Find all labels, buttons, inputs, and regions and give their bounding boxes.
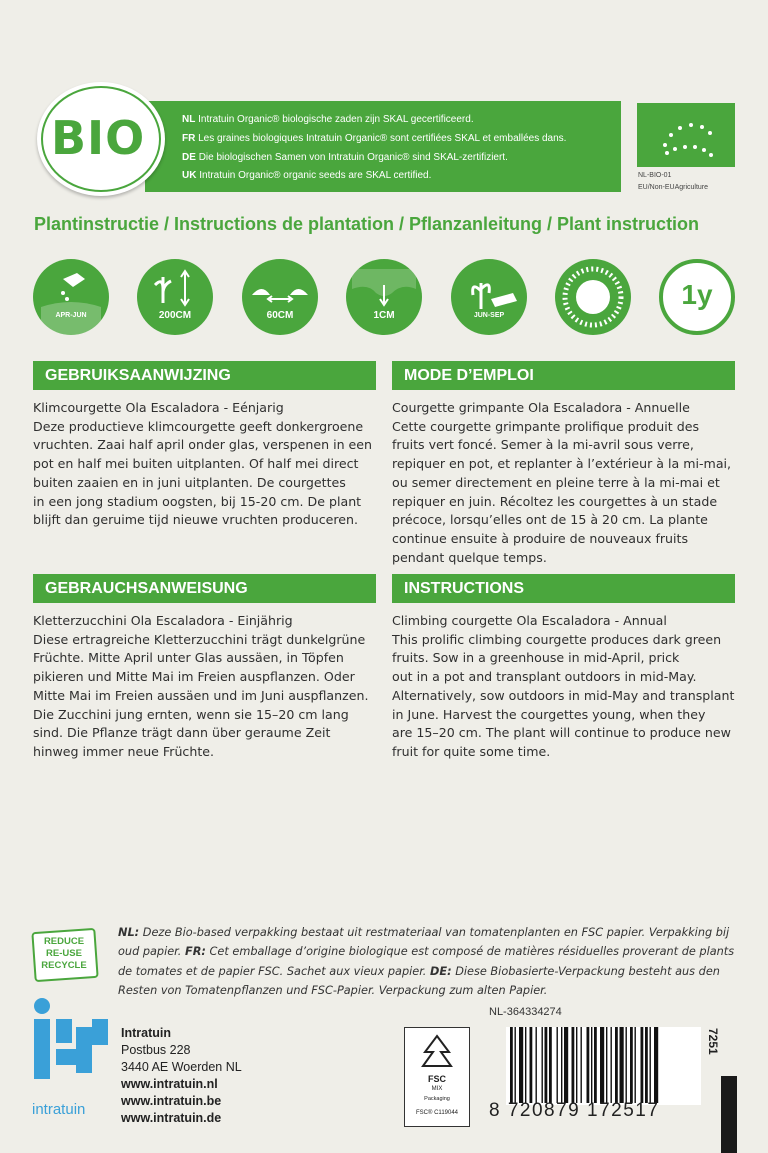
annual-icon: 1y [659, 259, 735, 335]
city-address: 3440 AE Woerden NL [121, 1060, 242, 1074]
eu-code: NL-BIO-01 [638, 172, 672, 179]
company-name: Intratuin [121, 1026, 171, 1040]
section-body-nl: Klimcourgette Ola Escaladora - Eénjarig Deze productieve klimcourgette geeft donkergroene vruchten. Zaai half april onder glas, verspenen in een pot en half mei buiten uitplanten. Of half mei direct buiten zaaien en in juni uitplanten. De courgettes in een jong stadium oogsten, bij 15-20 cm. De plant blijft dan geruime tijd nieuwe vruchten produceren. [33, 400, 373, 528]
section-body-fr: Courgette grimpante Ola Escaladora - Annuelle Cette courgette grimpante prolifique produit des fruits vert foncé. Semer à la mi-avril sous verre, repiquer en pot, et replanter à l’extérieur à la mi-mai, ou semer directement en pleine terre à la mi-mai et repiquer en juin. Récoltez les courgettes à un stade précoce, lorsqu’elles ont de 15 à 20 cm. La plante continue ensuite à produire de nouveaux fruits pendant quelque temps. [392, 400, 732, 565]
intratuin-logo-text: intratuin [32, 1101, 86, 1118]
plant-instruction-title: Plantinstructie / Instructions de plantation / Pflanzanleitung / Plant instruction [34, 214, 700, 234]
section-header-fr: MODE D’EMPLOI [392, 361, 735, 390]
url-be[interactable]: www.intratuin.be [121, 1094, 222, 1108]
url-de[interactable]: www.intratuin.de [121, 1111, 222, 1125]
section-body-en: Climbing courgette Ola Escaladora - Annual This prolific climbing courgette produces dark green fruits. Sow in a greenhouse in mid-April, prick out in a pot and transplant outdoors in mid-May. Alternatively, sow outdoors in mid-May and transplant in June. Harvest the courgettes young, when they are 15–20 cm. The plant will continue to produce new fruit for quite some time. [392, 613, 735, 759]
barcode [506, 1027, 701, 1105]
eu-organic-logo [637, 103, 735, 167]
section-header-en: INSTRUCTIONS [392, 574, 735, 603]
print-mark [721, 1076, 737, 1153]
full-sun-icon [555, 259, 631, 335]
postbus: Postbus 228 [121, 1043, 191, 1057]
harvest-hand-icon: JUN-SEP [451, 259, 527, 335]
packaging-note: NL: Deze Bio-based verpakking bestaat uit restmateriaal van tomatenplanten en FSC papier. Verpakking bij oud papier. FR: Cet emballage d’origine biologique est composé de matières résiduelles proverant de plants de tomates et de papier FSC. Sachet aux vieux papier. DE: Diese Biobasierte-Verpackung besteht aus den Resten von Tomatenpflanzen und FSC-Papier. Verpackung zum alten Papier. [118, 926, 735, 998]
sowing-depth-icon: 1CM [346, 259, 422, 335]
section-header-de: GEBRAUCHSANWEISUNG [33, 574, 376, 603]
bio-badge [37, 82, 165, 196]
url-nl[interactable]: www.intratuin.nl [121, 1077, 218, 1091]
cert-line-de: DE Die biologischen Samen von Intratuin Organic® sind SKAL-zertifiziert. [182, 152, 508, 163]
section-body-de: Kletterzucchini Ola Escaladora - Einjährig Diese ertragreiche Kletterzucchini trägt dunkelgrüne Früchte. Mitte April unter Glas aussäen, in Töpfen pikieren und Mitte Mai im Freien auspflanzen. Oder Mitte Mai im Freien aussäen und im Juni auspflanzen. Die Zucchini jung ernten, wenn sie 15–20 cm lang sind. Die Pflanze trägt dann über geraume Zeit hinweg immer neue Früchte. [33, 613, 369, 759]
barcode-number: 8 720879 172517 [489, 1100, 660, 1121]
bio-badge-text: BIO [51, 111, 146, 165]
plant-spacing-icon: 60CM [242, 259, 318, 335]
section-header-nl: GEBRUIKSAANWIJZING [33, 361, 376, 390]
vertical-code: 7251 [706, 1028, 720, 1055]
cert-line-fr: FR Les graines biologiques Intratuin Organic® sont certifiées SKAL et emballées dans. [182, 133, 567, 144]
cert-line-uk: UK Intratuin Organic® organic seeds are SKAL certified. [182, 170, 432, 181]
fsc-logo: FSC MIX Packaging FSC® C119044 [404, 1027, 470, 1127]
sku-number: NL-364334274 [489, 1006, 562, 1018]
sowing-hand-icon: APR-JUN [33, 259, 109, 335]
cert-line-nl: NL Intratuin Organic® biologische zaden zijn SKAL gecertificeerd. [182, 114, 474, 125]
intratuin-logo [30, 997, 112, 1093]
reduce-reuse-recycle-stamp: REDUCE RE-USE RECYCLE [33, 930, 99, 980]
eu-agriculture: EU/Non-EUAgriculture [638, 184, 709, 191]
plant-height-icon: 200CM [137, 259, 213, 335]
